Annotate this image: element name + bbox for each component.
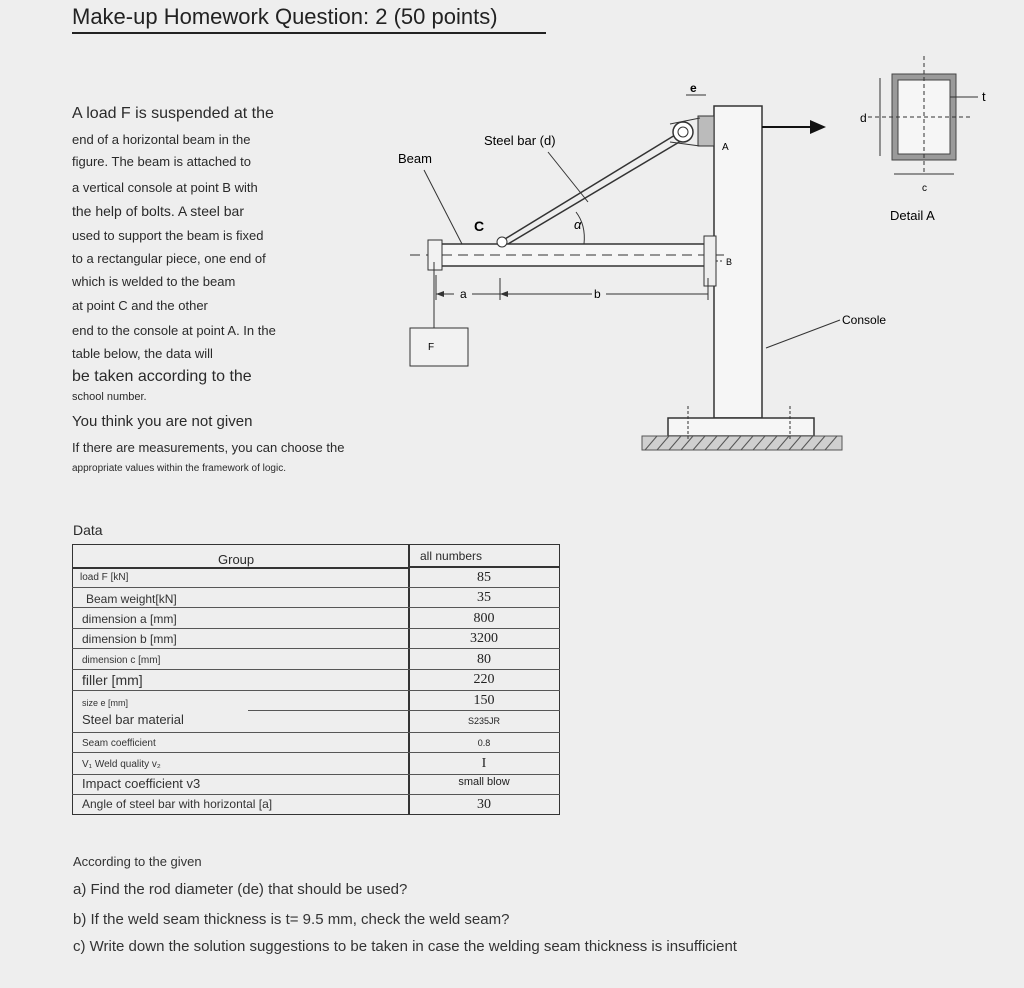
- label-steel-bar: Steel bar (d): [484, 133, 556, 148]
- row-separator: [72, 648, 560, 649]
- row-separator: [248, 710, 560, 711]
- label-B: B: [726, 257, 733, 267]
- page-title: Make-up Homework Question: 2 (50 points): [72, 4, 498, 29]
- intro-line: used to support the beam is fixed: [72, 228, 264, 243]
- table-row-value: 85: [477, 570, 491, 585]
- load-box: [410, 328, 468, 366]
- intro-line: figure. The beam is attached to: [72, 154, 251, 169]
- table-row-label: Seam coefficient: [82, 738, 156, 749]
- label-c: C: [474, 218, 485, 234]
- ground-hatch: [642, 436, 842, 450]
- table-row-label: dimension a [mm]: [82, 612, 177, 626]
- table-row-value: I: [481, 756, 487, 771]
- row-separator: [72, 732, 560, 733]
- table-row-label: filler [mm]: [82, 672, 143, 688]
- label-t: t: [982, 89, 986, 104]
- intro-line: the help of bolts. A steel bar: [72, 203, 245, 219]
- table-row-label: Impact coefficient v3: [82, 776, 201, 791]
- label-detail: Detail A: [890, 208, 935, 223]
- steel-bar-leader: [548, 152, 588, 202]
- label-b: b: [594, 287, 601, 301]
- beam-leader: [424, 170, 462, 244]
- intro-line: You think you are not given: [72, 413, 253, 430]
- table-row-value: 3200: [470, 631, 498, 646]
- table-row-label: load F [kN]: [80, 572, 129, 583]
- table-row-value: 150: [473, 693, 495, 708]
- steel-bar: [500, 132, 680, 242]
- label-a: a: [460, 287, 467, 301]
- weld-bracket: [698, 116, 714, 146]
- questions-lead: According to the given: [73, 854, 202, 869]
- row-separator: [72, 628, 560, 629]
- row-separator: [72, 690, 560, 691]
- beam-end-plate: [704, 236, 716, 286]
- row-separator: [72, 669, 560, 670]
- table-row-label: Beam weight[kN]: [86, 592, 177, 606]
- label-d: d: [860, 111, 867, 125]
- label-beam: Beam: [398, 151, 432, 166]
- label-A: A: [722, 142, 729, 153]
- table-row-value: 30: [477, 797, 491, 812]
- table-row-label: Angle of steel bar with horizontal [a]: [82, 797, 273, 811]
- table-row-value: 0.8: [477, 738, 491, 748]
- question-c: c) Write down the solution suggestions to be taken in case the welding seam thickness is insufficient: [73, 938, 737, 955]
- table-row-label: dimension c [mm]: [82, 655, 161, 666]
- intro-line: A load F is suspended at the: [72, 105, 274, 122]
- table-row-value: 800: [473, 611, 495, 626]
- row-separator: [72, 752, 560, 753]
- table-row-label: V₁ Weld quality v₂: [82, 759, 161, 770]
- intro-line: a vertical console at point B with: [72, 180, 258, 195]
- intro-line: which is welded to the beam: [72, 274, 236, 289]
- table-row-value: 220: [473, 672, 495, 687]
- intro-line: If there are measurements, you can choose the: [72, 440, 345, 455]
- console-leader: [766, 320, 840, 348]
- row-separator: [72, 587, 560, 588]
- table-row-value: 35: [477, 590, 491, 605]
- label-c-small: c: [922, 183, 927, 194]
- group-header: Group: [218, 552, 255, 567]
- table-header-line: [72, 567, 408, 569]
- label-F: F: [428, 342, 435, 353]
- console-base: [668, 418, 814, 436]
- intro-line: be taken according to the: [72, 368, 252, 385]
- table-row-label: size e [mm]: [82, 698, 129, 708]
- intro-line: end of a horizontal beam in the: [72, 132, 251, 147]
- table-header-line: [408, 566, 560, 568]
- intro-line: appropriate values within the framework of logic.: [72, 463, 286, 474]
- label-console: Console: [842, 313, 887, 327]
- label-alpha: α: [574, 217, 582, 232]
- question-a: a) Find the rod diameter (de) that should be used?: [73, 881, 408, 898]
- table-row-label: dimension b [mm]: [82, 632, 177, 646]
- label-e: e: [690, 81, 697, 95]
- table-row-value: 80: [477, 652, 491, 667]
- row-separator: [72, 794, 560, 795]
- table-row-value: small blow: [458, 776, 510, 788]
- intro-line: end to the console at point A. In the: [72, 323, 276, 338]
- table-row-value: S235JR: [467, 716, 501, 726]
- intro-line: at point C and the other: [72, 298, 208, 313]
- row-separator: [72, 774, 560, 775]
- intro-line: table below, the data will: [72, 346, 213, 361]
- question-b: b) If the weld seam thickness is t= 9.5 mm, check the weld seam?: [73, 911, 510, 928]
- numbers-header: all numbers: [420, 549, 483, 563]
- row-separator: [72, 607, 560, 608]
- table-row-label: Steel bar material: [82, 712, 184, 727]
- intro-line: to a rectangular piece, one end of: [72, 251, 266, 266]
- data-heading: Data: [73, 522, 103, 538]
- intro-line: school number.: [72, 391, 147, 403]
